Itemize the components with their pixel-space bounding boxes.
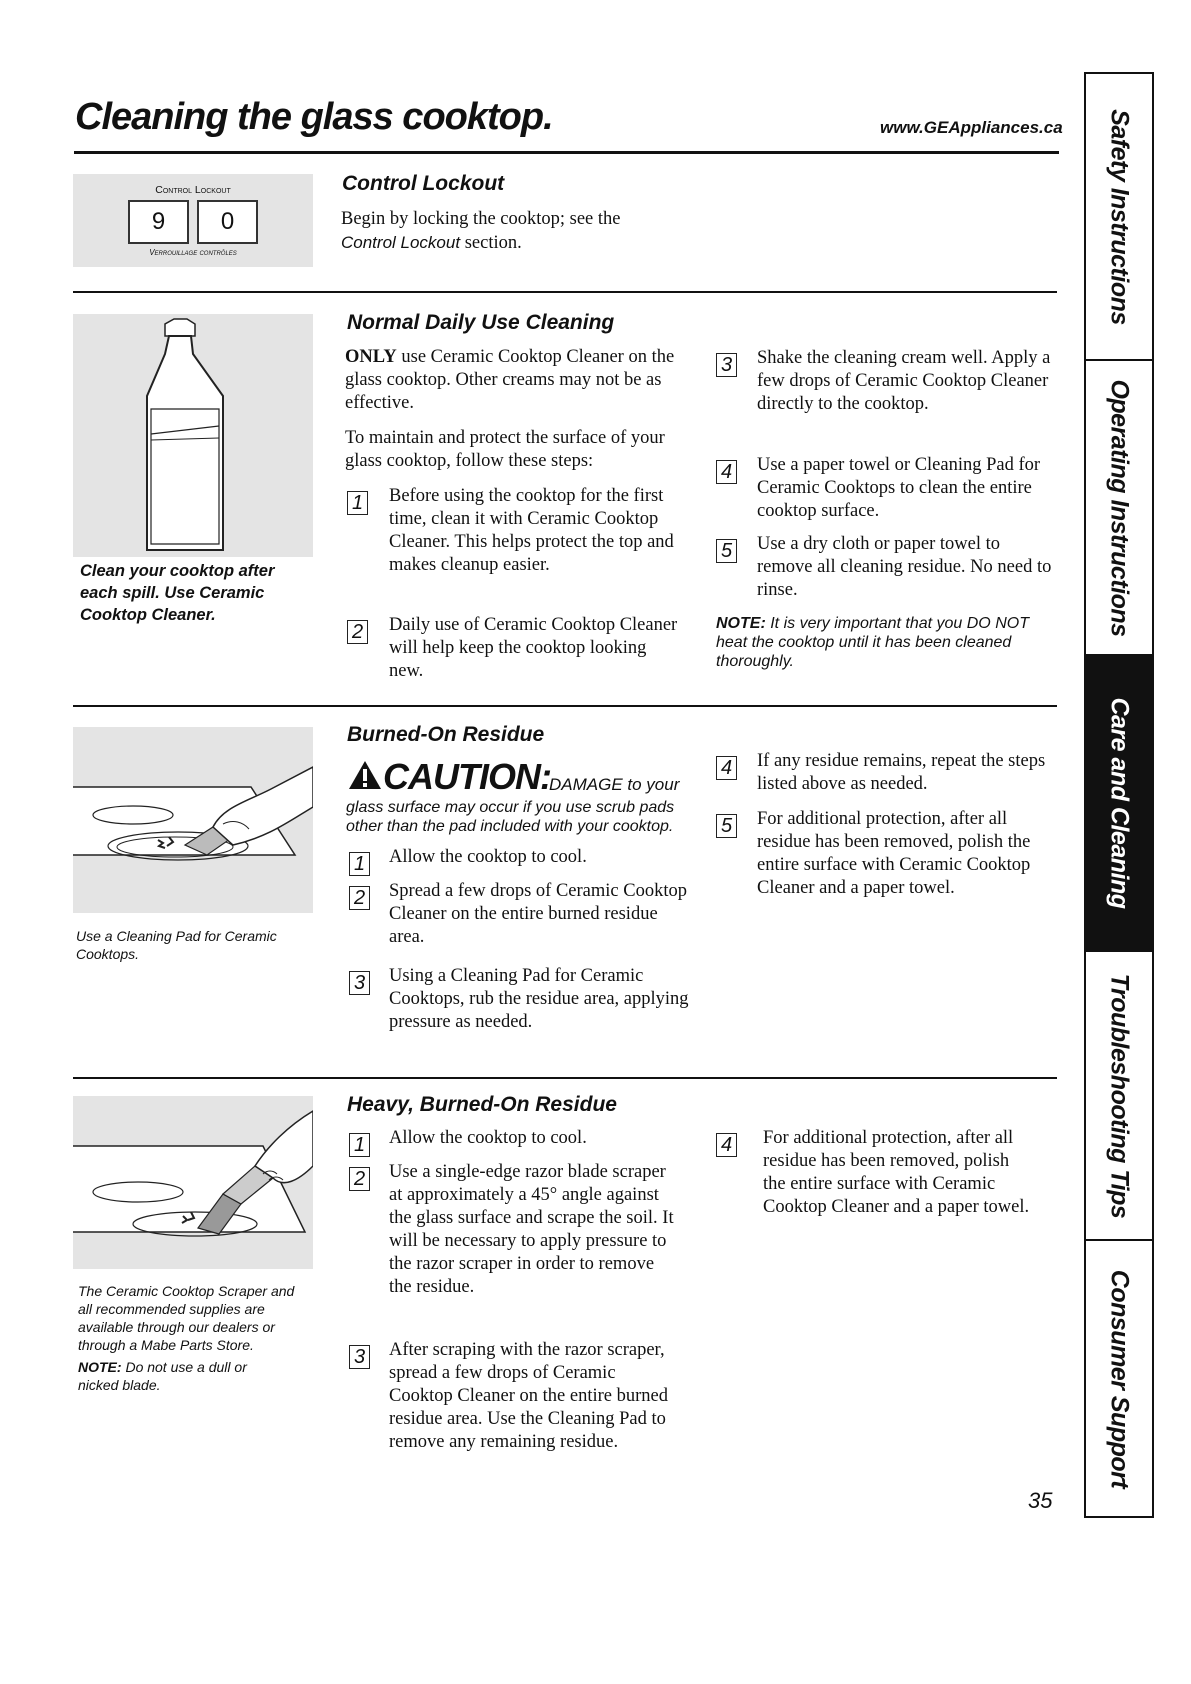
daily-step-3-text: Shake the cleaning cream well. Apply a few drops of Ceramic Cooktop Cleaner directly to the cooktop.: [757, 348, 1051, 414]
daily-step-5-number: 5: [716, 539, 737, 563]
heavy-note-label: NOTE:: [78, 1359, 122, 1375]
cleaner-bottle-icon: [73, 314, 313, 557]
cleaning-pad-image: [73, 727, 313, 913]
control-lockout-panel: [73, 174, 313, 267]
heavy-step-2-number: 2: [349, 1167, 370, 1191]
warning-triangle-icon: [348, 760, 382, 790]
tab-operating-instructions[interactable]: [1086, 361, 1152, 656]
control-lockout-end: section.: [460, 233, 522, 253]
control-lockout-line1: Begin by locking the cooktop; see the: [341, 209, 621, 229]
daily-intro-bold: ONLY: [345, 347, 397, 367]
header-rule: [74, 151, 1059, 154]
daily-note-label: NOTE:: [716, 615, 766, 632]
page-title: Cleaning the glass cooktop.: [75, 96, 553, 138]
website-url[interactable]: www.GEAppliances.ca: [880, 118, 1063, 137]
section-sidebar: [1084, 72, 1154, 1518]
burned-step-4-text: If any residue remains, repeat the steps listed above as needed.: [757, 751, 1046, 794]
daily-step-4-text: Use a paper towel or Cleaning Pad for Ceramic Cooktops to clean the entire cooktop surface.: [757, 455, 1041, 521]
heavy-step-3-number: 3: [349, 1345, 370, 1369]
heavy-step-2-text: Use a single-edge razor blade scraper at approximately a 45° angle against the glass surface and scrape the soil. It will be necessary to apply pressure to the razor scraper in order to remove the residue.: [389, 1162, 674, 1297]
lockout-key-9[interactable]: 9: [128, 200, 189, 244]
heavy-heading: Heavy, Burned-On Residue: [347, 1093, 617, 1116]
tab-care-label: Care and Cleaning: [1105, 697, 1134, 909]
control-lockout-text: [341, 208, 681, 255]
daily-intro-rest: use Ceramic Cooktop Cleaner on the glass cooktop. Other creams may not be as effective.: [345, 347, 675, 413]
daily-step-2-number: 2: [347, 620, 368, 644]
heavy-step-4-text: For additional protection, after all residue has been removed, polish the entire surface with Ceramic Cooktop Cleaner and a paper towel.: [763, 1128, 1030, 1217]
burned-step-3-number: 3: [349, 971, 370, 995]
daily-note-text: It is very important that you DO NOT heat the cooktop until it has been cleaned thoroughly.: [716, 615, 1029, 670]
heavy-step-3-text: After scraping with the razor scraper, spread a few drops of Ceramic Cooktop Cleaner on the entire burned residue area. Use the Cleaning Pad to remove any remaining residue.: [389, 1340, 668, 1452]
daily-step-2-text: Daily use of Ceramic Cooktop Cleaner will help keep the cooktop looking new.: [389, 615, 678, 681]
daily-step-3-number: 3: [716, 353, 737, 377]
burned-step-1-number: 1: [349, 852, 370, 876]
burned-step-5-number: 5: [716, 814, 737, 838]
burned-step-4-number: 4: [716, 756, 737, 780]
daily-note: [716, 614, 1056, 671]
heavy-step-1-number: 1: [349, 1133, 370, 1157]
control-lockout-heading: Control Lockout: [342, 172, 505, 195]
section-rule-3: [73, 1077, 1057, 1079]
burned-step-5-text: For additional protection, after all residue has been removed, polish the entire surface with Ceramic Cooktop Cleaner and a paper towel.: [757, 809, 1031, 898]
daily-step-5-text: Use a dry cloth or paper towel to remove all cleaning residue. No need to rinse.: [757, 534, 1052, 600]
daily-heading: Normal Daily Use Cleaning: [347, 311, 615, 334]
heavy-note: [78, 1358, 278, 1394]
heavy-note-text: Do not use a dull or nicked blade.: [78, 1359, 247, 1393]
razor-scraper-image: [73, 1096, 313, 1269]
daily-caption: Clean your cooktop after each spill. Use Ceramic Cooktop Cleaner.: [80, 562, 275, 624]
control-lockout-link[interactable]: Control Lockout: [341, 233, 461, 252]
tab-care-and-cleaning[interactable]: [1086, 656, 1152, 952]
section-rule-1: [73, 291, 1057, 293]
heavy-step-1-text: Allow the cooktop to cool.: [389, 1128, 587, 1148]
tab-troubleshooting-tips[interactable]: [1086, 952, 1152, 1241]
burned-step-3-text: Using a Cleaning Pad for Ceramic Cooktops, rub the residue area, applying pressure as needed.: [389, 966, 689, 1032]
tab-safety-label: Safety Instructions: [1105, 108, 1134, 325]
caution-label: CAUTION:: [383, 756, 551, 797]
caution-text-2: glass surface may occur if you use scrub pads other than the pad included with your cooktop.: [346, 799, 675, 835]
panel-top-label: Control Lockout: [155, 184, 231, 196]
cleaning-pad-illustration: [73, 727, 313, 913]
tab-consumer-label: Consumer Support: [1105, 1269, 1134, 1488]
daily-step-1-number: 1: [347, 491, 368, 515]
razor-scraper-illustration: [73, 1096, 313, 1269]
tab-troubleshooting-label: Troubleshooting Tips: [1105, 973, 1134, 1218]
daily-step-4-number: 4: [716, 460, 737, 484]
burned-step-1-text: Allow the cooktop to cool.: [389, 847, 587, 867]
cleaner-bottle-image: [73, 314, 313, 557]
burned-step-2-text: Spread a few drops of Ceramic Cooktop Cleaner on the entire burned residue area.: [389, 881, 687, 947]
tab-operating-label: Operating Instructions: [1105, 378, 1134, 637]
daily-intro2: To maintain and protect the surface of your glass cooktop, follow these steps:: [345, 428, 665, 471]
daily-intro: [345, 346, 690, 415]
lockout-key-0[interactable]: 0: [197, 200, 258, 244]
heavy-step-4-number: 4: [716, 1133, 737, 1157]
heavy-caption: The Ceramic Cooktop Scraper and all recommended supplies are available through our dealers or through a Mabe Parts Store.: [78, 1283, 295, 1353]
panel-bottom-label: Verrouillage contrôles: [149, 248, 237, 257]
caution-text-1: DAMAGE to your: [549, 775, 680, 794]
burned-caption: Use a Cleaning Pad for Ceramic Cooktops.: [76, 928, 277, 962]
burned-step-2-number: 2: [349, 886, 370, 910]
tab-safety-instructions[interactable]: [1086, 74, 1152, 361]
burned-heading: Burned-On Residue: [347, 723, 545, 746]
page-number: 35: [1028, 1488, 1053, 1513]
daily-step-1-text: Before using the cooktop for the first time, clean it with Ceramic Cooktop Cleaner. This helps protect the top and makes cleanup easier.: [389, 486, 674, 575]
section-rule-2: [73, 705, 1057, 707]
tab-consumer-support[interactable]: [1086, 1241, 1152, 1516]
